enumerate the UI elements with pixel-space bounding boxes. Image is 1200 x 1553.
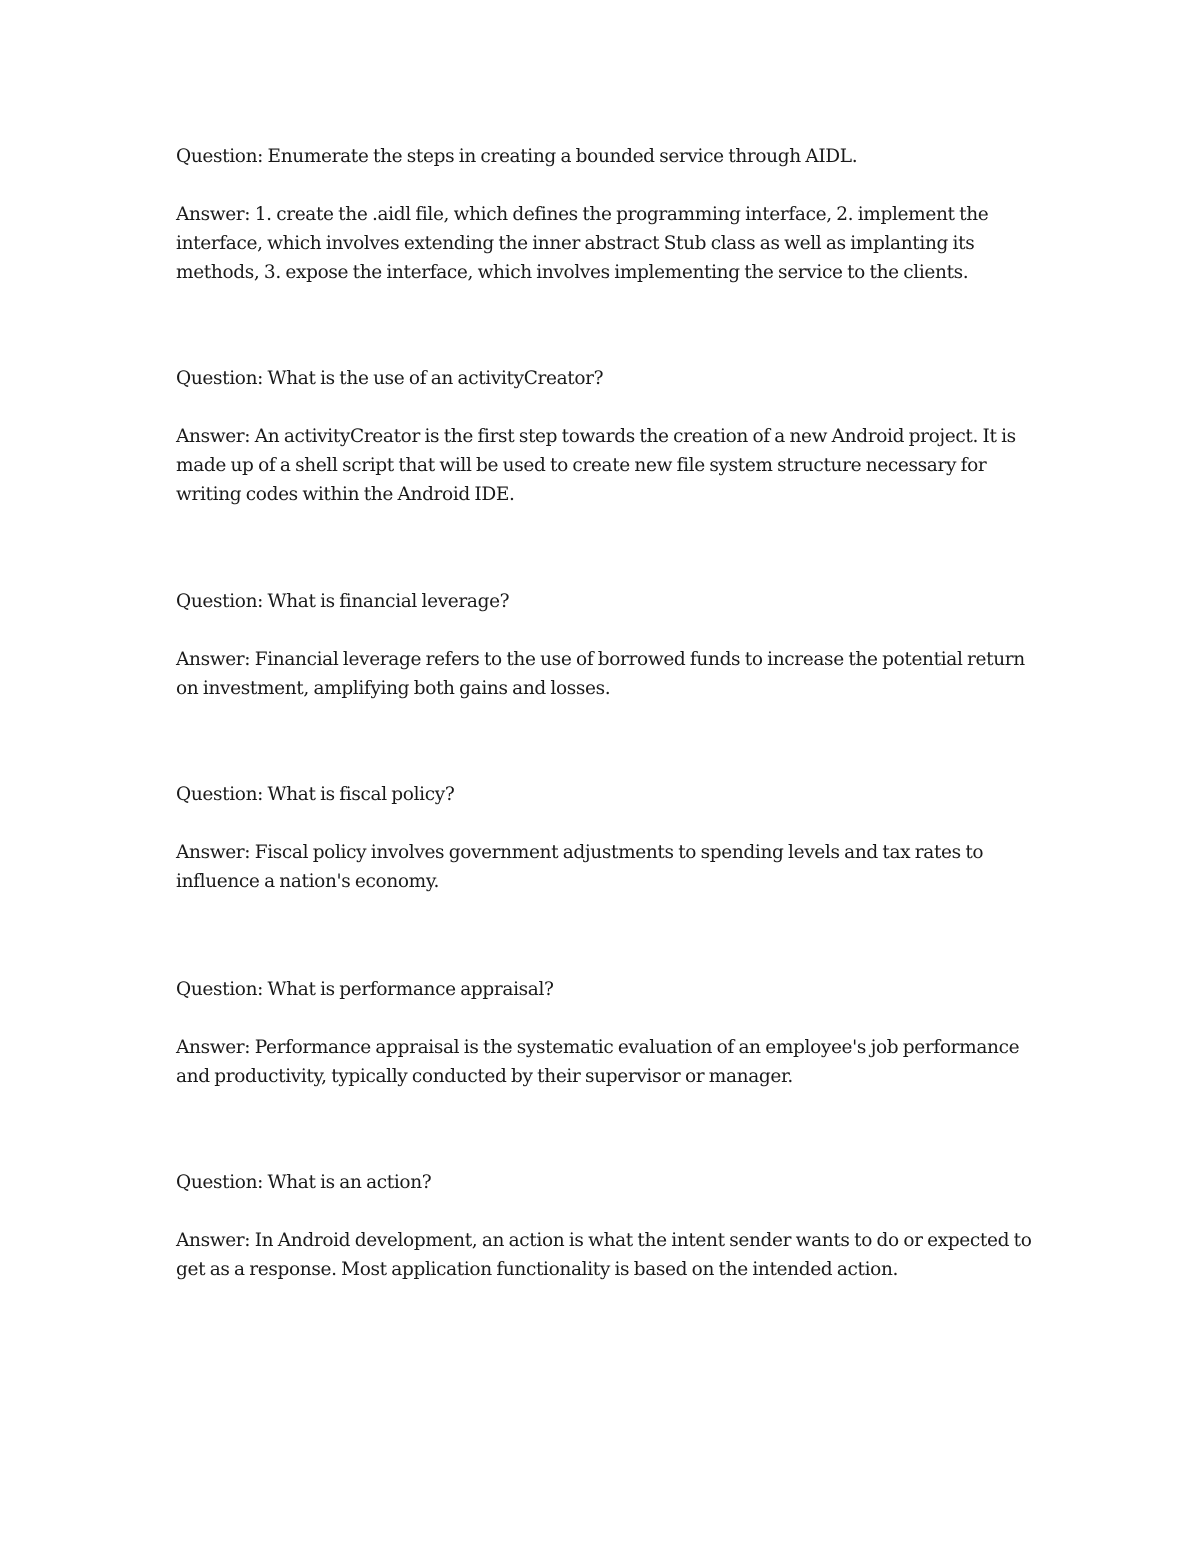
question-text: Question: What is the use of an activityCreator? <box>176 368 604 389</box>
answer-text: Answer: Fiscal policy involves government adjustments to spending levels and tax rates to influence a nation's economy. <box>176 842 984 892</box>
answer-text: Answer: An activityCreator is the first step towards the creation of a new Android project. It is made up of a shell script that will be used to create new file system structure necessary for writing codes within the Android IDE. <box>176 426 1016 505</box>
qa-block <box>176 780 1036 896</box>
question-text: Question: What is financial leverage? <box>176 591 510 612</box>
qa-block <box>176 975 1036 1091</box>
qa-block <box>176 142 1036 287</box>
answer-text: Answer: Financial leverage refers to the use of borrowed funds to increase the potential return on investment, amplifying both gains and losses. <box>176 649 1025 699</box>
answer-text: Answer: In Android development, an action is what the intent sender wants to do or expected to get as a response. Most application functionality is based on the intended action. <box>176 1230 1032 1280</box>
question-text: Question: Enumerate the steps in creating a bounded service through AIDL. <box>176 146 858 167</box>
answer-text: Answer: Performance appraisal is the systematic evaluation of an employee's job performance and productivity, typically conducted by their supervisor or manager. <box>176 1037 1020 1087</box>
qa-block <box>176 364 1036 509</box>
question-text: Question: What is performance appraisal? <box>176 979 554 1000</box>
answer-text: Answer: 1. create the .aidl file, which defines the programming interface, 2. implement the interface, which involves extending the inner abstract Stub class as well as implanting its methods, 3. expose the interface, which involves implementing the service to the clients. <box>176 204 989 283</box>
question-text: Question: What is fiscal policy? <box>176 784 455 805</box>
question-text: Question: What is an action? <box>176 1172 432 1193</box>
qa-block <box>176 1168 1036 1284</box>
qa-block <box>176 587 1036 703</box>
